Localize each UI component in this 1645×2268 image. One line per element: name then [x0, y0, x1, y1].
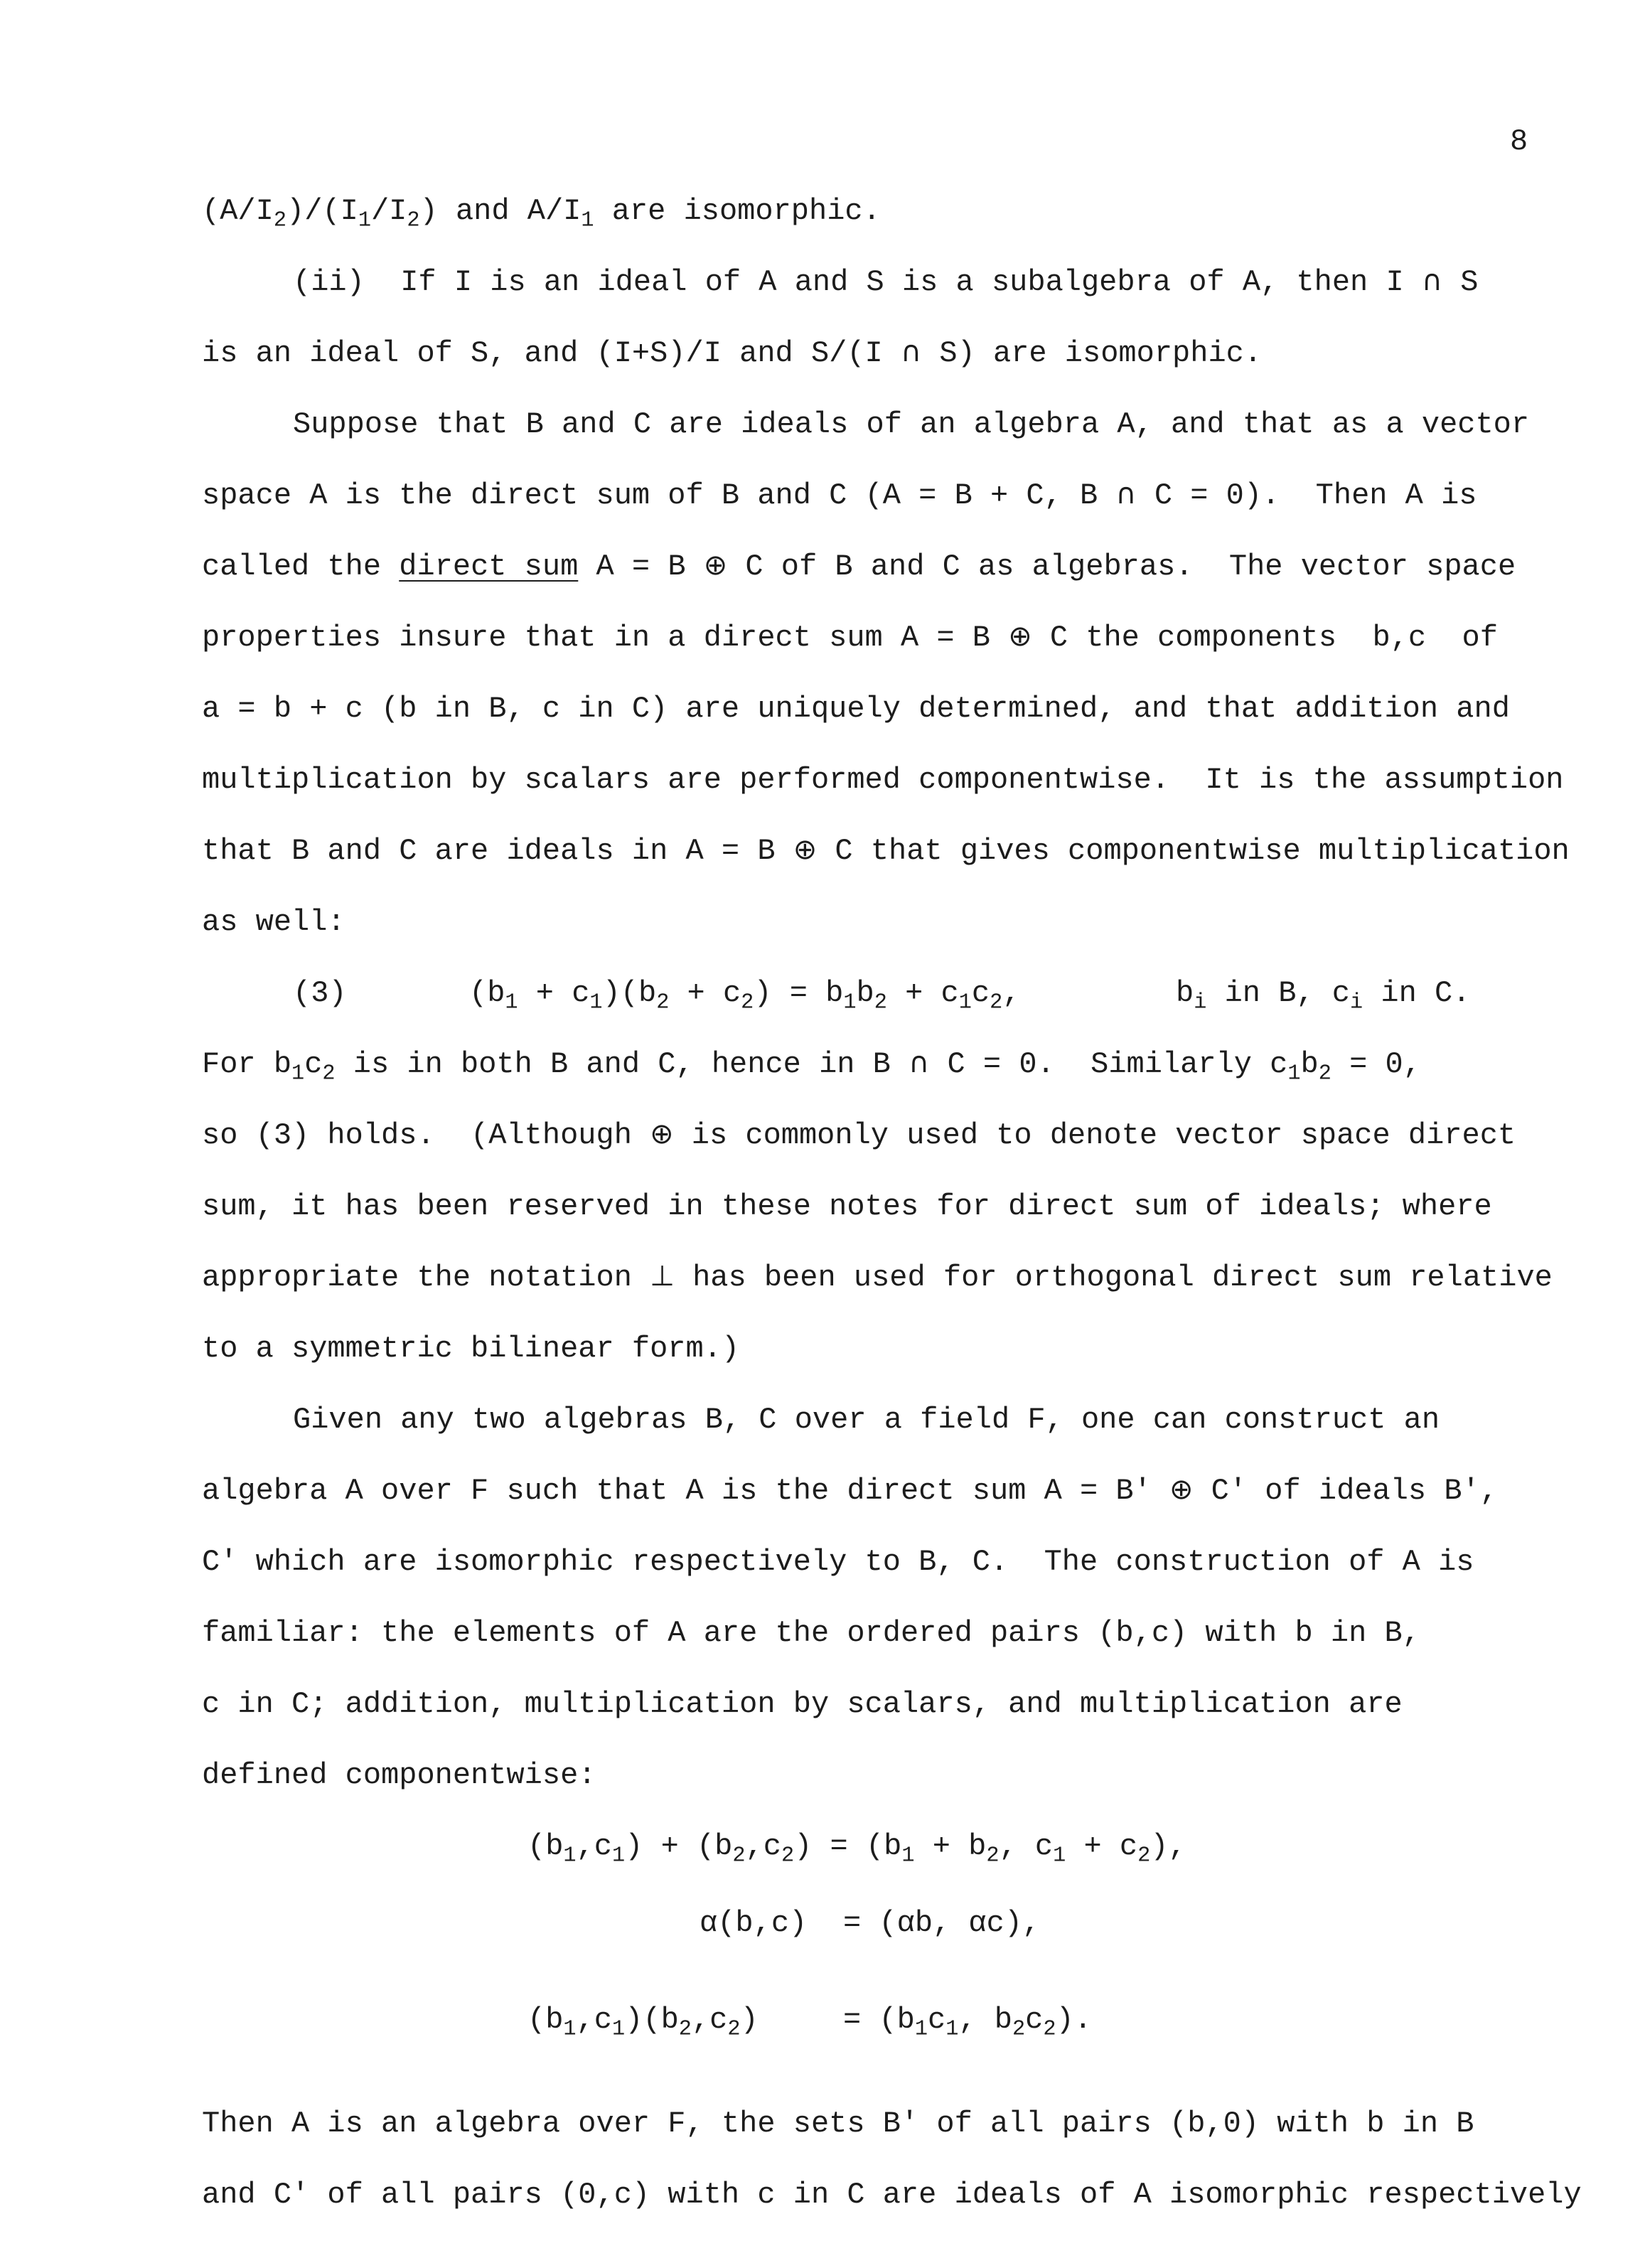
- direct-sum-symbol: ⊕: [1008, 620, 1032, 653]
- intersection-symbol: ∩: [1421, 264, 1443, 297]
- text-line: so (3) holds. (Although ⊕ is commonly used to denote vector space direct: [202, 1118, 1516, 1152]
- display-equation-scalar-rhs: = (αb, αc),: [843, 1906, 1041, 1940]
- text-line: called the direct sum A = B ⊕ C of B and C as algebras. The vector space: [202, 549, 1516, 584]
- display-equation-scalar-lhs: α(b,c): [700, 1906, 808, 1940]
- text-line: defined componentwise:: [202, 1758, 596, 1792]
- text-line: Suppose that B and C are ideals of an algebra A, and that as a vector: [293, 407, 1530, 442]
- direct-sum-symbol: ⊕: [793, 833, 818, 866]
- text-line: sum, it has been reserved in these notes for direct sum of ideals; where: [202, 1189, 1492, 1224]
- direct-sum-symbol: ⊕: [1169, 1473, 1194, 1506]
- display-equation-addition: $(b_1,c_1) + (b_2,c_2) = (b_1 + b_2$, $c_1 + c_2$),: [527, 1829, 1186, 1868]
- text-line: For $b_1c_2$ is in both B and C, hence in B ∩ C = 0. Similarly $c_1b_2 = 0$,: [202, 1047, 1421, 1086]
- text-line: Then A is an algebra over F, the sets B' of all pairs (b,0) with b in B: [202, 2107, 1474, 2141]
- intersection-symbol: ∩: [1115, 478, 1137, 510]
- text-line: appropriate the notation ⊥ has been used for orthogonal direct sum relative: [202, 1260, 1553, 1295]
- equation-label: (3): [293, 976, 347, 1010]
- text-line: that B and C are ideals in A = B ⊕ C that gives componentwise multiplication: [202, 833, 1570, 868]
- text-line: a = b + c (b in B, c in C) are uniquely determined, and that addition and: [202, 692, 1510, 726]
- text-line: space A is the direct sum of B and C (A = B + C, B ∩ C = 0). Then A is: [202, 478, 1477, 513]
- display-equation-product-lhs: $(b_1,c_1)(b_2,c_2)$: [527, 2003, 759, 2042]
- text-line: as well:: [202, 905, 345, 939]
- equation-3-condition: $b_i$ in B, $c_i$ in C.: [1176, 976, 1471, 1015]
- intersection-symbol: ∩: [900, 336, 922, 368]
- text-line: familiar: the elements of A are the ordered pairs (b,c) with b in B,: [202, 1616, 1420, 1650]
- display-equation-product-rhs: = ($b_1c_1$, $b_2c_2$).: [843, 2003, 1092, 2042]
- text-line: is an ideal of S, and (I+S)/I and S/(I ∩ S) are isomorphic.: [202, 336, 1263, 370]
- text-line: $(A/I_2)/(I_1/I_2)$ and $A/I_1$ are isomorphic.: [202, 194, 881, 233]
- text-line: to a symmetric bilinear form.): [202, 1332, 740, 1366]
- intersection-symbol: ∩: [909, 1047, 930, 1079]
- text-line: properties insure that in a direct sum A = B ⊕ C the components b,c of: [202, 620, 1498, 655]
- text-line: (ii) If I is an ideal of A and S is a subalgebra of A, then I ∩ S: [293, 264, 1479, 299]
- equation-3: $(b_1 + c_1)(b_2 + c_2) = b_1b_2 + c_1c_2$,: [469, 976, 1021, 1015]
- perpendicular-symbol: ⊥: [650, 1260, 675, 1293]
- text-line: multiplication by scalars are performed componentwise. It is the assumption: [202, 763, 1564, 797]
- text-line: Given any two algebras B, C over a field F, one can construct an: [293, 1403, 1440, 1437]
- text-line: C' which are isomorphic respectively to B, C. The construction of A is: [202, 1545, 1474, 1579]
- page-number: 8: [1510, 124, 1528, 159]
- text-line: c in C; addition, multiplication by scalars, and multiplication are: [202, 1687, 1403, 1721]
- underlined-term: direct sum: [399, 550, 579, 584]
- direct-sum-symbol: ⊕: [650, 1118, 674, 1150]
- direct-sum-symbol: ⊕: [703, 549, 728, 582]
- text-line: and C' of all pairs (0,c) with c in C are ideals of A isomorphic respectively: [202, 2178, 1582, 2212]
- text-line: algebra A over F such that A is the direct sum A = B' ⊕ C' of ideals B',: [202, 1473, 1498, 1508]
